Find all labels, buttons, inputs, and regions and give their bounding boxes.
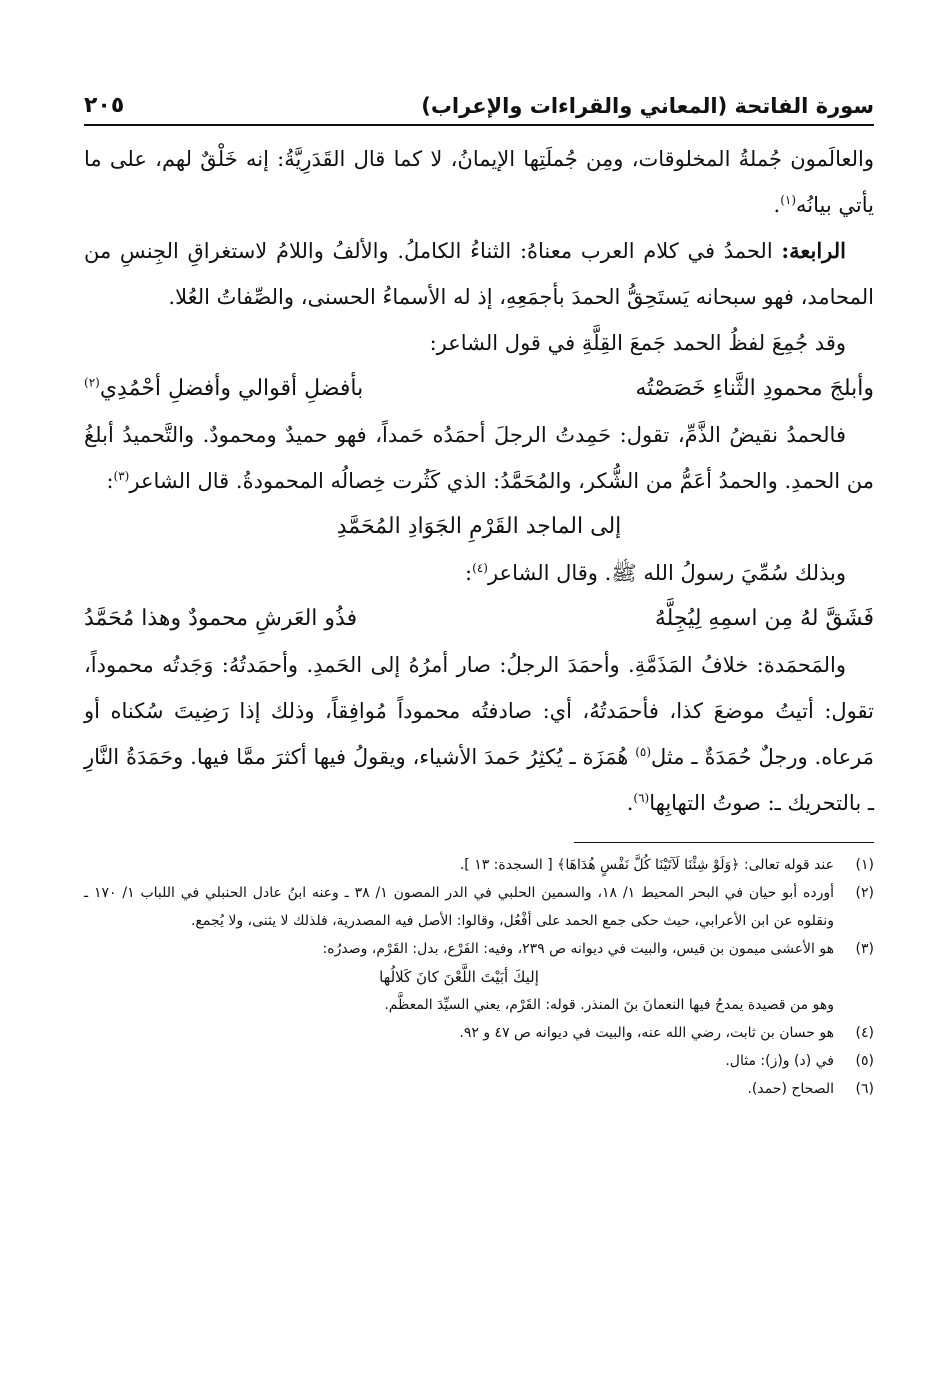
footnotes xyxy=(84,851,874,1103)
verse-1-second-text: بأفضلِ أقوالي وأفضلِ أحْمُدِي xyxy=(99,376,364,401)
paragraph-4-text: فالحمدُ نقيضُ الذَّمِّ، تقول: حَمِدتُ الرجلَ أحمَدُه حَمداً، فهو حميدٌ ومحمودٌ. والتَّحميدُ أبلغُ من الحمدِ. والحمدُ أعَمُّ من الشُّكر، والمُحَمَّدُ: الذي كَثُرت خِصالُه المحمودةُ. قال الشاعر xyxy=(84,423,874,493)
footnote-2 xyxy=(84,879,874,935)
footnote-5 xyxy=(84,1047,874,1075)
footnote-2-number: (٢) xyxy=(855,885,874,901)
footnote-3 xyxy=(84,935,874,1019)
footnote-1-text: عند قوله تعالى: ﴿وَلَوْ شِئْنَا لَآتَيْنَا كُلَّ نَفْسٍ هُدَاهَا﴾ [ السجدة: ١٣ ]. xyxy=(459,857,834,873)
footnote-3-text-2: وهو من قصيدة يمدحُ فيها النعمانَ بنَ المنذر. قوله: القَرْم، يعني السيِّدَ المعظَّم. xyxy=(384,997,834,1013)
footnote-1 xyxy=(84,851,874,879)
footnote-5-text: في (د) و(ز): مثال. xyxy=(725,1053,834,1069)
verse-3-first-hemistich: فَشَقَّ لهُ مِن اسمِهِ لِيُجِلَّهُ xyxy=(654,606,874,631)
footnote-rule xyxy=(574,842,874,843)
verse-2 xyxy=(84,504,874,550)
paragraph-1 xyxy=(84,136,874,228)
main-text xyxy=(84,136,874,826)
footnote-ref-6[interactable]: (٦) xyxy=(633,791,650,805)
paragraph-3: وقد جُمِعَ لفظُ الحمد جَمعَ القِلَّةِ في قول الشاعر: xyxy=(429,331,846,355)
verse-3 xyxy=(84,596,874,642)
verse-3-second-hemistich: فذُو العَرشِ محمودٌ وهذا مُحَمَّدُ xyxy=(84,606,358,631)
paragraph-5-end: : xyxy=(465,561,473,585)
page xyxy=(84,70,874,1103)
footnote-6-text: الصحاح (حمد). xyxy=(747,1081,834,1097)
footnote-2-text: أورده أبو حيان في البحر المحيط ١/ ١٨، والسمين الحلبي في الدر المصون ١/ ٣٨ ـ وعنه ابنُ عادل الحنبلي في اللباب ١/ ١٧٠ ـ ونقلوه عن ابن الأعرابي، حيث حكى جمع الحمد على أفْعُل، وقالوا: الأصل فيه المصدرية، فلذلك لا يثنى، ولا يُجمع. xyxy=(84,885,834,929)
footnote-ref-5[interactable]: (٥) xyxy=(635,745,652,759)
running-title: سورة الفاتحة (المعاني والقراءات والإعراب) xyxy=(421,94,874,118)
running-header xyxy=(84,70,874,118)
header-rule xyxy=(84,124,874,126)
paragraph-6-text-a: والمَحمَدة: خلافُ المَذَمَّةِ. وأحمَدَ الرجلُ: صار أمرُهُ إلى الحَمدِ. وأحمَدتُهُ: وَجَدتُه محموداً، تقول: أتيتُ موضعَ كذا، فأحمَدتُهُ، أي: صادفتُه محموداً مُوافِقاً، وذلك إذا رَضِيتَ سُكناه أو مَرعاه. ورجلٌ حُمَدَةٌ ـ مثل xyxy=(84,653,874,769)
footnote-6-number: (٦) xyxy=(855,1081,874,1097)
paragraph-5-text: وبذلك سُمِّيَ رسولُ الله ﷺ. وقال الشاعر xyxy=(487,561,846,585)
paragraph-2 xyxy=(84,228,874,320)
footnote-5-number: (٥) xyxy=(855,1053,874,1069)
footnote-ref-1[interactable]: (١) xyxy=(780,193,797,207)
footnote-4-number: (٤) xyxy=(855,1025,874,1041)
paragraph-5 xyxy=(84,550,874,596)
footnote-1-number: (١) xyxy=(855,857,874,873)
footnote-3-number: (٣) xyxy=(855,941,874,957)
paragraph-6-text-b: هُمَزَة ـ يُكثِرُ حَمدَ الأشياء، ويقولُ فيها أكثرَ ممَّا فيها. وحَمَدَةُ النَّارِ ـ بالتحريك ـ: صوتُ التهابِها xyxy=(84,745,874,815)
footnote-6 xyxy=(84,1075,874,1103)
paragraph-1-line-1: والعالَمون جُملةُ المخلوقات، ومِن جُملَتِها الإيمانُ، لا كما قال القَدَرِيَّةُ: إنه خَلْقٌ xyxy=(200,147,874,171)
footnote-3-body xyxy=(84,935,834,1019)
footnote-ref-3[interactable]: (٣) xyxy=(113,469,130,483)
footnote-ref-4[interactable]: (٤) xyxy=(472,561,488,575)
footnote-4 xyxy=(84,1019,874,1047)
verse-2-text: إلى الماجد القَرْمِ الجَوَادِ المُحَمَّدِ xyxy=(336,514,622,539)
footnote-4-text: هو حسان بن ثابت، رضي الله عنه، والبيت في ديوانه ص ٤٧ و ٩٢. xyxy=(459,1025,834,1041)
verse-1 xyxy=(84,366,874,412)
paragraph-4 xyxy=(84,412,874,504)
page-number: ٢٠٥ xyxy=(84,93,125,118)
paragraph-1-line-2: لهم، على ما يأتي بيانُه xyxy=(84,147,874,217)
verse-1-second-hemistich xyxy=(84,366,363,412)
footnote-3-text: هو الأعشى ميمون بن قيس، والبيت في ديوانه ص ٢٣٩، وفيه: الفَرْع، بدل: القَرْم، وصدرُه: xyxy=(322,941,834,957)
paragraph-2-text: الحمدُ في كلام العرب معناهُ: الثناءُ الكاملُ. والألفُ واللامُ لاستغراقِ الجِنسِ من المحامد، فهو سبحانه يَستَحِقُّ الحمدَ بأجمَعِهِ، إذ له الأسماءُ الحسنى، والصِّفاتُ العُلا. xyxy=(84,239,874,309)
paragraph-6 xyxy=(84,642,874,826)
paragraph-2-lead: الرابعة: xyxy=(781,238,846,263)
footnote-ref-2[interactable]: (٢) xyxy=(84,375,100,390)
paragraph-6-end: . xyxy=(626,791,634,815)
footnote-3-verse: إليكَ أبَيْتَ اللَّعْنَ كانَ كَلالُها xyxy=(379,968,539,986)
paragraph-4-end: : xyxy=(106,469,114,493)
verse-1-first-hemistich: وأبلجَ محمودِ الثَّناءِ خَصَصْتُه xyxy=(635,376,874,401)
paragraph-1-end: . xyxy=(773,193,781,217)
